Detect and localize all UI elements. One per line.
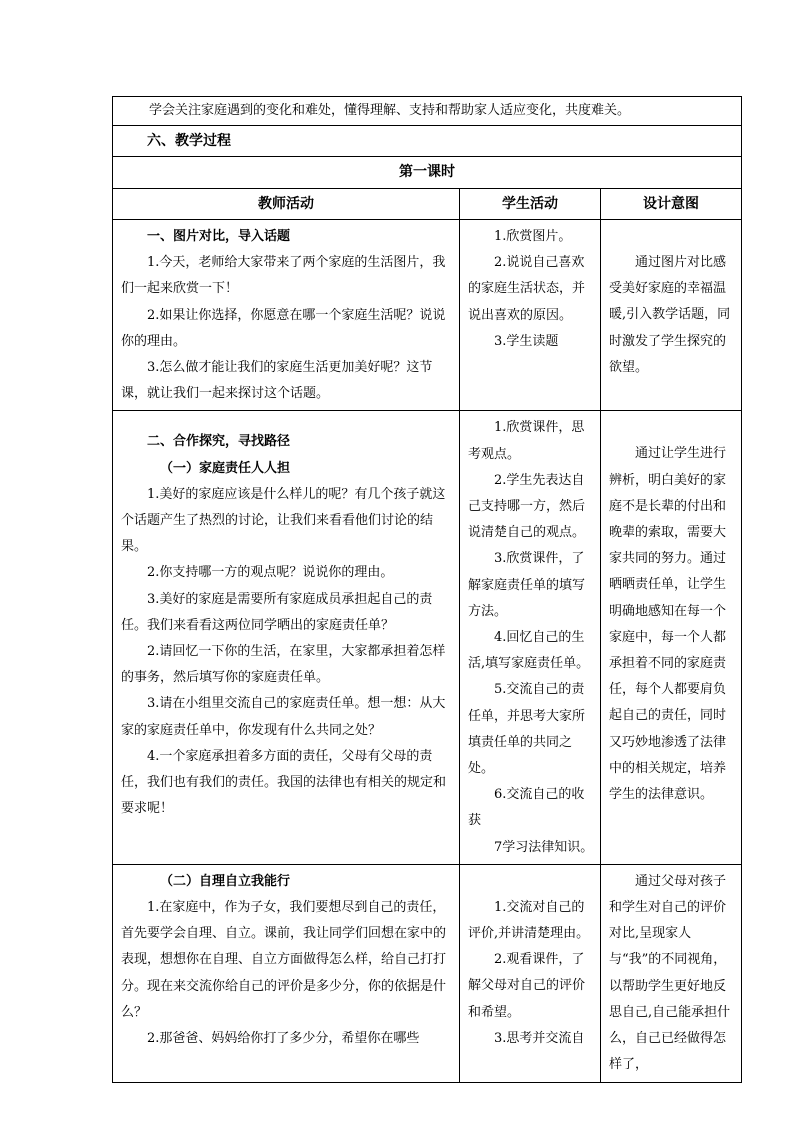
teacher-paragraph: 2.请回忆一下你的生活，在家里，大家都承担着怎样的事务，然后填写你的家庭责任单。 [121, 644, 446, 686]
sub-heading: （一）家庭责任人人担 [160, 460, 291, 476]
student-paragraph: 1.欣赏课件，思考观点。 [468, 420, 585, 462]
teacher-cell [113, 220, 460, 411]
teacher-paragraph: 3.请在小组里交流自己的家庭责任单。想一想：从大家的家庭责任单中，你发现有什么共同之处？ [121, 696, 446, 738]
student-paragraph: 1.欣赏图片。 [494, 229, 572, 244]
intent-paragraph: 通过图片对比感受美好家庭的幸福温暖,引入教学话题，同时激发了学生探究的欲望。 [609, 255, 731, 375]
teacher-cell [113, 864, 460, 1082]
section-title: 六、教学过程 [113, 126, 742, 157]
student-paragraph: 5.交流自己的责任单，并思考大家所填责任单的共同之处。 [468, 682, 586, 777]
intent-cell [601, 411, 742, 864]
student-paragraph: 3.学生读题 [494, 333, 559, 349]
teacher-paragraph: 2.如果让你选择，你愿意在哪一个家庭生活呢？说说你的理由。 [121, 307, 446, 349]
student-paragraph: 2.观看课件，了解父母对自己的评价和希望。 [468, 952, 586, 1020]
teacher-paragraph: 1.在家庭中，作为子女，我们要想尽到自己的责任，首先要学会自理、自立。课前，我让同学们回想在家中的表现，想想你在自理、自立方面做得怎么样，给自己打打分。现在来交流你给自己的评价是多少分，你的依据是什么？ [121, 900, 447, 1020]
teacher-paragraph: 4.一个家庭承担着多方面的责任，父母有父母的责任，我们也有我们的责任。我国的法律也有相关的规定和要求呢！ [121, 748, 447, 817]
student-paragraph: 4.回忆自己的生活,填写家庭责任单。 [468, 630, 590, 672]
intent-paragraph: 通过让学生进行辨析，明白美好的家庭不是长辈的付出和晚辈的索取，需要大家共同的努力。通过晒晒责任单，让学生明确地感知在每一个家庭中，每一个人都承担着不同的家庭责任，每个人都要肩负起自己的责任，同时又巧妙地渗透了法律中的相关规定，培养学生的法律意识。 [609, 446, 727, 803]
student-paragraph: 3.思考并交流自 [494, 1030, 585, 1046]
teacher-cell [113, 411, 460, 864]
teacher-paragraph: 3.怎么做才能让我们的家庭生活更加美好呢？这节课，就让我们一起来探讨这个话题。 [121, 360, 433, 402]
intent-paragraph: 通过父母对孩子和学生对自己的评价对比,呈现家人与“我”的不同视角，以帮助学生更好地反思自己,自己能承担什么，自己已经做得怎样了， [609, 873, 731, 1073]
teacher-paragraph: 2.你支持哪一方的观点呢？说说你的理由。 [147, 565, 394, 581]
section-row [113, 126, 742, 157]
step-heading: 一、图片对比，导入话题 [147, 229, 291, 244]
table-row [113, 864, 742, 1082]
header-intent: 设计意图 [601, 189, 742, 220]
intro-text: 学会关注家庭遇到的变化和难处，懂得理解、支持和帮助家人适应变化，共度难关。 [113, 97, 742, 126]
teacher-paragraph: 1.美好的家庭应该是什么样儿的呢？有几个孩子就这个话题产生了热烈的讨论，让我们来看看他们讨论的结果。 [121, 486, 446, 555]
header-student: 学生活动 [460, 189, 601, 220]
student-paragraph: 3.欣赏课件，了解家庭责任单的填写方法。 [468, 551, 586, 619]
intro-row [113, 97, 742, 126]
student-cell [460, 220, 601, 411]
header-row [113, 189, 742, 220]
header-teacher: 教师活动 [113, 189, 460, 220]
lesson-row [113, 157, 742, 189]
intent-cell [601, 220, 742, 411]
table-row [113, 411, 742, 864]
student-paragraph: 1.交流对自己的评价,并讲清楚理由。 [468, 899, 590, 942]
intent-cell [601, 864, 742, 1082]
lesson-title: 第一课时 [113, 157, 742, 189]
sub-heading: （二）自理自立我能行 [160, 873, 291, 889]
student-paragraph: 7学习法律知识。 [494, 839, 594, 855]
teacher-paragraph: 1.今天，老师给大家带来了两个家庭的生活图片，我们一起来欣赏一下！ [121, 255, 446, 297]
student-paragraph: 6.交流自己的收获 [468, 787, 585, 829]
teacher-paragraph: 2.那爸爸、妈妈给你打了多少分，希望你在哪些 [147, 1031, 420, 1047]
student-paragraph: 2.说说自己喜欢的家庭生活状态，并说出喜欢的原因。 [468, 255, 586, 323]
student-cell [460, 411, 601, 864]
student-paragraph: 2.学生先表达自己支持哪一方，然后说清楚自己的观点。 [468, 472, 586, 541]
student-cell [460, 864, 601, 1082]
teacher-paragraph: 3.美好的家庭是需要所有家庭成员承担起自己的责任。我们来看看这两位同学晒出的家庭责任单？ [121, 591, 433, 633]
step-heading: 二、合作探究，寻找路径 [147, 434, 291, 450]
table-row [113, 220, 742, 411]
lesson-plan-table [112, 96, 742, 1083]
